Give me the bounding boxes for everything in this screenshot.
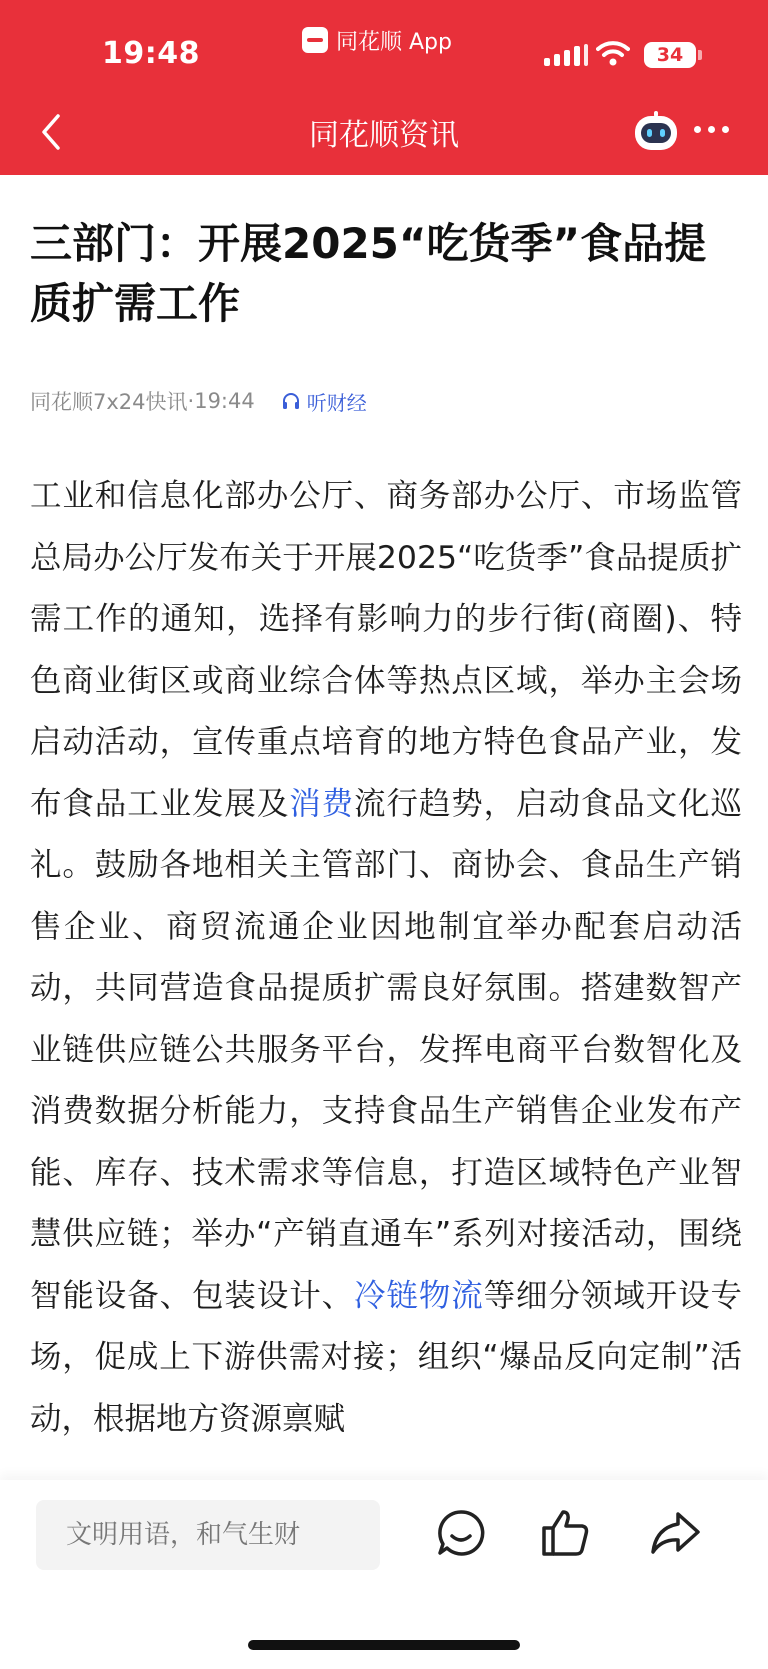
meta-separator: ·: [187, 389, 195, 413]
header: [0, 0, 768, 175]
status-bar: [0, 0, 768, 96]
status-time: 19:48: [102, 36, 200, 71]
body-text-part: 流行趋势，启动食品文化巡礼。鼓励各地相关主管部门、商协会、食品生产销售企业、商贸流通企业因地制宜举办配套启动活动，共同营造食品提质扩需良好氛围。搭建数智产业链供应链公共服务平台，发挥电商平台数智化及消费数据分析能力，支持食品生产销售企业发布产能、库存、技术需求等信息，打造区域特色产业智慧供应链；举办“产销直通车”系列对接活动，围绕智能设备、包装设计、: [30, 785, 742, 1314]
headphones-icon: [281, 391, 301, 411]
article-meta: [30, 386, 367, 416]
cellular-signal-icon: [544, 44, 588, 66]
listen-button[interactable]: [281, 387, 367, 416]
share-arrow-icon[interactable]: [648, 1506, 702, 1560]
article-title: 三部门：开展2025“吃货季”食品提质扩需工作: [30, 219, 707, 328]
comment-bubble-icon[interactable]: [434, 1506, 488, 1560]
comment-input[interactable]: 文明用语，和气生财: [36, 1500, 380, 1570]
home-indicator[interactable]: [248, 1640, 520, 1650]
body-text-part: 等细分领域开设专场，促成上下游供需对接；组织“爆品反向定制”活动，根据地方资源禀赋: [30, 1277, 742, 1437]
battery-indicator: 34: [644, 42, 696, 68]
keyword-link-cold-chain[interactable]: 冷链物流: [354, 1277, 484, 1314]
article-body: [30, 466, 742, 1450]
nav-title: 同花顺资讯: [309, 118, 459, 153]
thumbs-up-icon[interactable]: [538, 1506, 592, 1560]
app-name-label: 同花顺 App: [336, 29, 452, 55]
robot-assistant-icon[interactable]: [632, 110, 680, 154]
keyword-link-consumption[interactable]: 消费: [289, 785, 355, 822]
listen-label: 听财经: [306, 390, 367, 415]
more-dots-icon[interactable]: [694, 126, 729, 133]
wifi-icon: [596, 40, 630, 66]
return-to-app-indicator[interactable]: [302, 22, 452, 58]
article-source: 同花顺7x24快讯: [30, 390, 188, 414]
bottom-action-bar: [0, 1480, 768, 1669]
navigation-bar: [0, 96, 768, 176]
body-text-part: 工业和信息化部办公厅、商务部办公厅、市场监管总局办公厅发布关于开展2025“吃货季”食品提质扩需工作的通知，选择有影响力的步行街(商圈)、特色商业街区或商业综合体等热点区域，举办主会场启动活动，宣传重点培育的地方特色食品产业，发布食品工业发展及: [30, 478, 742, 822]
article-time: 19:44: [194, 389, 255, 413]
app-logo-icon: [302, 27, 328, 53]
